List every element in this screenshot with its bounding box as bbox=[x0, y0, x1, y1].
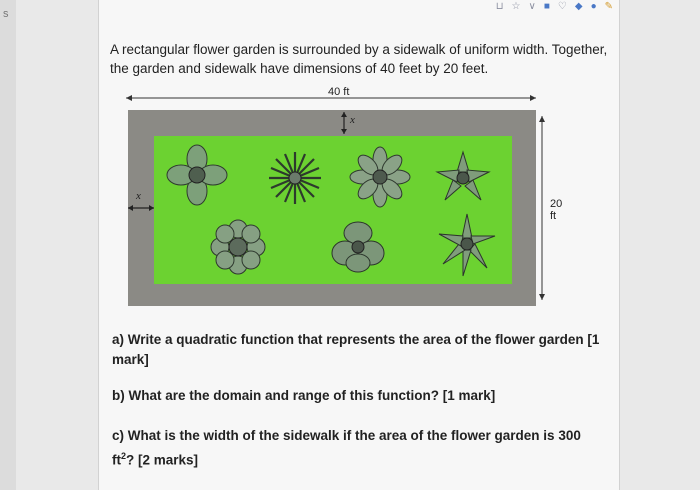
page-marker: s bbox=[3, 8, 9, 20]
pencil-icon[interactable]: ✎ bbox=[604, 1, 613, 12]
flower-icon bbox=[166, 144, 228, 206]
width-label: 40 ft bbox=[328, 86, 350, 98]
toolbar bbox=[423, 0, 619, 14]
x-top-label: x bbox=[350, 114, 355, 126]
height-label: 20 ft bbox=[550, 198, 563, 222]
x-left-label: x bbox=[136, 190, 141, 202]
flower-icon bbox=[432, 150, 494, 206]
flower-icon bbox=[436, 210, 498, 278]
left-sidebar bbox=[0, 0, 16, 490]
flower-icon bbox=[206, 216, 270, 278]
part-c-tail: ? [2 marks] bbox=[126, 452, 199, 468]
flag-icon[interactable]: ■ bbox=[543, 1, 550, 12]
part-b-question: b) What are the domain and range of this function? [1 mark] bbox=[112, 388, 496, 403]
bookmark-icon[interactable]: ⊔ bbox=[495, 1, 504, 12]
heart-icon[interactable]: ♡ bbox=[557, 1, 567, 12]
flower-icon bbox=[328, 218, 388, 276]
circle-icon[interactable]: ● bbox=[590, 1, 597, 12]
part-c-text: c) What is the width of the sidewalk if the area of the flower garden is 300 ft bbox=[112, 428, 581, 468]
shield-icon[interactable]: ◆ bbox=[574, 1, 583, 12]
star-icon[interactable]: ☆ bbox=[511, 1, 521, 12]
flower-icon bbox=[348, 146, 412, 208]
flower-icon bbox=[264, 148, 326, 208]
part-c-exponent: 2 bbox=[121, 451, 127, 461]
chevron-icon[interactable]: ∨ bbox=[528, 1, 536, 12]
problem-statement: A rectangular flower garden is surrounded by a sidewalk of uniform width. Together, the garden and sidewalk have dimensions of 40 feet by 20 feet. bbox=[110, 42, 608, 76]
part-c-question bbox=[112, 426, 592, 471]
garden-diagram bbox=[120, 86, 563, 306]
part-a-question: a) Write a quadratic function that represents the area of the flower garden [1 mark] bbox=[112, 332, 600, 367]
